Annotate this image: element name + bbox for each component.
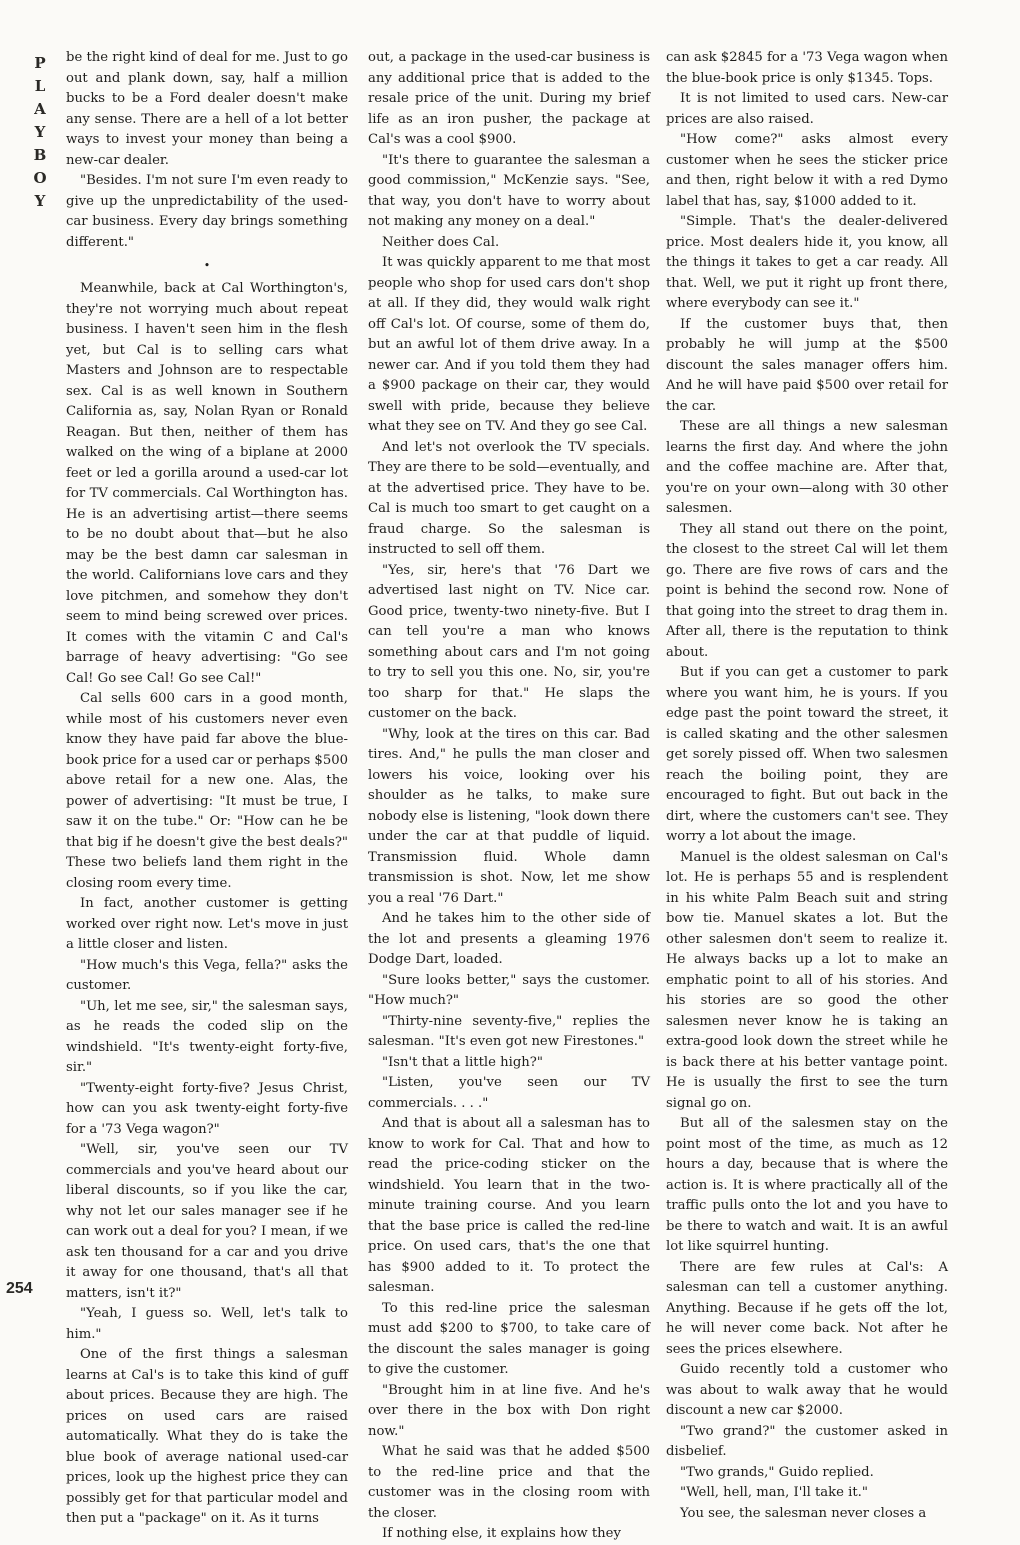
paragraph: "Well, sir, you've seen our TV commercials and you've heard about our liberal discounts, so if you like the car, why not let our sales manager see if he can work out a deal for you? I mean, if we ask ten thousand for a car and you drive it away for one thousand, that's all that matters, isn't it?" — [66, 1142, 348, 1301]
sidebar-letter: Y — [34, 123, 46, 141]
paragraph: It is not limited to used cars. New-car prices are also raised. — [666, 91, 948, 127]
text-column-2 — [368, 48, 650, 1545]
paragraph: out, a package in the used-car business is any additional price that is added to the resale price of the unit. During my brief life as an iron pusher, the package at Cal's was a cool $900. — [368, 50, 650, 147]
paragraph: Neither does Cal. — [382, 234, 500, 250]
sidebar-letter: O — [33, 169, 47, 187]
text-column-1 — [66, 48, 348, 1530]
paragraph: But all of the salesmen stay on the point most of the time, as much as 12 hours a day, because that is where the action is. It is where practically all of the traffic pulls onto the lot and you have to be there to watch and wait. It is an awful lot like squirrel hunting. — [666, 1116, 948, 1254]
paragraph: What he said was that he added $500 to the red-line price and that the customer was in the closing room with the closer. — [368, 1444, 650, 1521]
sidebar-letter: P — [34, 54, 46, 72]
paragraph: be the right kind of deal for me. Just to go out and plank down, say, half a million bucks to be a Ford dealer doesn't make any sense. There are a hell of a lot better ways to invest your money than being a new-car dealer. — [66, 50, 348, 168]
paragraph: "Well, hell, man, I'll take it." — [680, 1485, 868, 1500]
paragraph: You see, the salesman never closes a — [680, 1505, 927, 1521]
paragraph: "Two grand?" the customer asked in disbelief. — [666, 1423, 948, 1459]
paragraph: "Why, look at the tires on this car. Bad tires. And," he pulls the man closer and lowers his voice, looking over his shoulder as he talks, to make sure nobody else is listening, "look down there under the car at that puddle of liquid. Transmission fluid. Whole damn transmission is shot. Now, let me show you a real '76 Dart." — [368, 726, 650, 906]
paragraph: Cal sells 600 cars in a good month, while most of his customers never even know they have paid far above the blue-book price for a used car or perhaps $500 above retail for a new one. Alas, the power of advertising: "It must be true, I saw it on the tube." Or: "How can he be that big if he doesn't give the best deals?" These two beliefs land them right in the closing room every time. — [66, 691, 348, 891]
paragraph: "Uh, let me see, sir," the salesman says, as he reads the coded slip on the windshield. "It's twenty-eight forty-five, sir." — [66, 998, 348, 1075]
paragraph: "It's there to guarantee the salesman a good commission," McKenzie says. "See, that way, you don't have to worry about not making any money on a deal." — [368, 152, 650, 229]
paragraph: If the customer buys that, then probably he will jump at the $500 discount the sales manager offers him. And he will have paid $500 over retail for the car. — [666, 316, 948, 414]
paragraph: And he takes him to the other side of the lot and presents a gleaming 1976 Dodge Dart, loaded. — [368, 911, 650, 967]
paragraph: There are few rules at Cal's: A salesman can tell a customer anything. Anything. Because if he gets off the lot, he will never come back. Not after he sees the prices elsewhere. — [666, 1259, 948, 1357]
paragraph: Meanwhile, back at Cal Worthington's, they're not worrying much about repeat business. I haven't seen him in the flesh yet, but Cal is to selling cars what Masters and Johnson are to respectable sex. Cal is as well known in Southern California as, say, Nolan Ryan or Ronald Reagan. But then, neither of them has walked on the wing of a biplane at 2000 feet or led a gorilla around a used-car lot for TV commercials. Cal Worthington has. He is an advertising artist—there seems to be no doubt about that—but he also may be the best damn car salesman in the world. Californians love cars and they love pitchmen, and somehow they don't seem to mind being screwed over prices. It comes with the vitamin C and Cal's barrage of heavy advertising: "Go see Cal! Go see Cal! Go see Cal!" — [66, 281, 348, 686]
paragraph: "Simple. That's the dealer-delivered price. Most dealers hide it, you know, all the things it takes to get a car ready. All that. Well, we put it right up front there, where everybody can see it." — [666, 214, 948, 311]
sidebar-letter: Y — [34, 192, 46, 210]
paragraph: "Yes, sir, here's that '76 Dart we advertised last night on TV. Nice car. Good price, twenty-two ninety-five. But I can tell you're a man who knows something about cars and I'm not going to try to sell you this one. No, sir, you're too sharp for that." He slaps the customer on the back. — [368, 562, 650, 721]
paragraph: Manuel is the oldest salesman on Cal's lot. He is perhaps 55 and is resplendent in his white Palm Beach suit and string bow tie. Manuel skates a lot. But the other salesmen don't seem to realize it. He always backs up a lot to make an emphatic point to all of his stories. And his stories are so good the other salesmen never know he is taking an extra-good look down the street while he is back there at his better vantage point. He is usually the first to see the turn signal go on. — [666, 849, 948, 1111]
paragraph: One of the first things a salesman learns at Cal's is to take this kind of guff about prices. Because they are high. The prices on used cars are raised automatically. What they do is take the blue book of average national used-car prices, look up the highest price they can possibly get for that particular model and then put a "package" on it. As it turns — [66, 1347, 348, 1526]
paragraph: "How much's this Vega, fella?" asks the customer. — [66, 957, 348, 993]
sidebar-letter: A — [34, 100, 46, 118]
paragraph: And let's not overlook the TV specials. They are there to be sold—eventually, and at the advertised price. They have to be. Cal is much too smart to get caught on a fraud charge. So the salesman is instructed to sell off them. — [368, 439, 650, 557]
paragraph: "Isn't that a little high?" — [382, 1054, 543, 1070]
sidebar-letter: B — [33, 146, 47, 164]
section-break-bullet: • — [203, 259, 211, 272]
paragraph: "Two grands," Guido replied. — [680, 1464, 874, 1480]
paragraph: "Besides. I'm not sure I'm even ready to give up the unpredictability of the used-car business. Every day brings something different." — [66, 173, 348, 250]
paragraph: Guido recently told a customer who was about to walk away that he would discount a new car $2000. — [666, 1362, 948, 1418]
sidebar-letter: L — [34, 77, 46, 95]
page-number: 254 — [6, 1280, 33, 1297]
paragraph: To this red-line price the salesman must add $200 to $700, to take care of the discount the sales manager is going to give the customer. — [368, 1300, 650, 1377]
text-column-3 — [666, 48, 948, 1524]
paragraph: "Thirty-nine seventy-five," replies the salesman. "It's even got new Firestones." — [368, 1013, 650, 1049]
paragraph: "Twenty-eight forty-five? Jesus Christ, how can you ask twenty-eight forty-five for a '73 Vega wagon?" — [66, 1080, 348, 1137]
paragraph: "Listen, you've seen our TV commercials. . . ." — [368, 1075, 650, 1111]
paragraph: If nothing else, it explains how they — [382, 1526, 621, 1541]
paragraph: "Yeah, I guess so. Well, let's talk to him." — [66, 1306, 348, 1342]
paragraph: "Brought him in at line five. And he's over there in the box with Don right now." — [368, 1382, 650, 1439]
paragraph: It was quickly apparent to me that most people who shop for used cars don't shop at all. If they did, they would walk right off Cal's lot. Of course, some of them do, but an awful lot of them drive away. In a newer car. And if you told them they had a $900 package on their car, they would swell with pride, because they believe what they see on TV. And they go see Cal. — [368, 255, 650, 434]
paragraph: "How come?" asks almost every customer when he sees the sticker price and then, right below it with a red Dymo label that has, say, $1000 added to it. — [666, 132, 948, 209]
paragraph: In fact, another customer is getting worked over right now. Let's move in just a little closer and listen. — [66, 896, 348, 952]
magazine-name-vertical — [30, 52, 50, 213]
paragraph: These are all things a new salesman learns the first day. And where the john and the coffee machine are. After that, you're on your own—along with 30 other salesmen. — [666, 419, 948, 516]
paragraph: can ask $2845 for a '73 Vega wagon when the blue-book price is only $1345. Tops. — [666, 50, 948, 86]
paragraph: And that is about all a salesman has to know to work for Cal. That and how to read the price-coding sticker on the windshield. You learn that in the two-minute training course. And you learn that the base price is called the red-line price. On used cars, that's the one that has $900 added to it. To protect the salesman. — [368, 1116, 650, 1295]
paragraph: "Sure looks better," says the customer. "How much?" — [368, 972, 650, 1008]
paragraph: They all stand out there on the point, the closest to the street Cal will let them go. There are five rows of cars and the point is behind the second row. None of that going into the street to drag them in. After all, there is the reputation to think about. — [666, 521, 948, 660]
paragraph: But if you can get a customer to park where you want him, he is yours. If you edge past the point toward the street, it is called skating and the other salesmen get sorely pissed off. When two salesmen reach the boiling point, they are encouraged to fight. But out back in the dirt, where the customers can't see. They worry a lot about the image. — [666, 665, 948, 844]
